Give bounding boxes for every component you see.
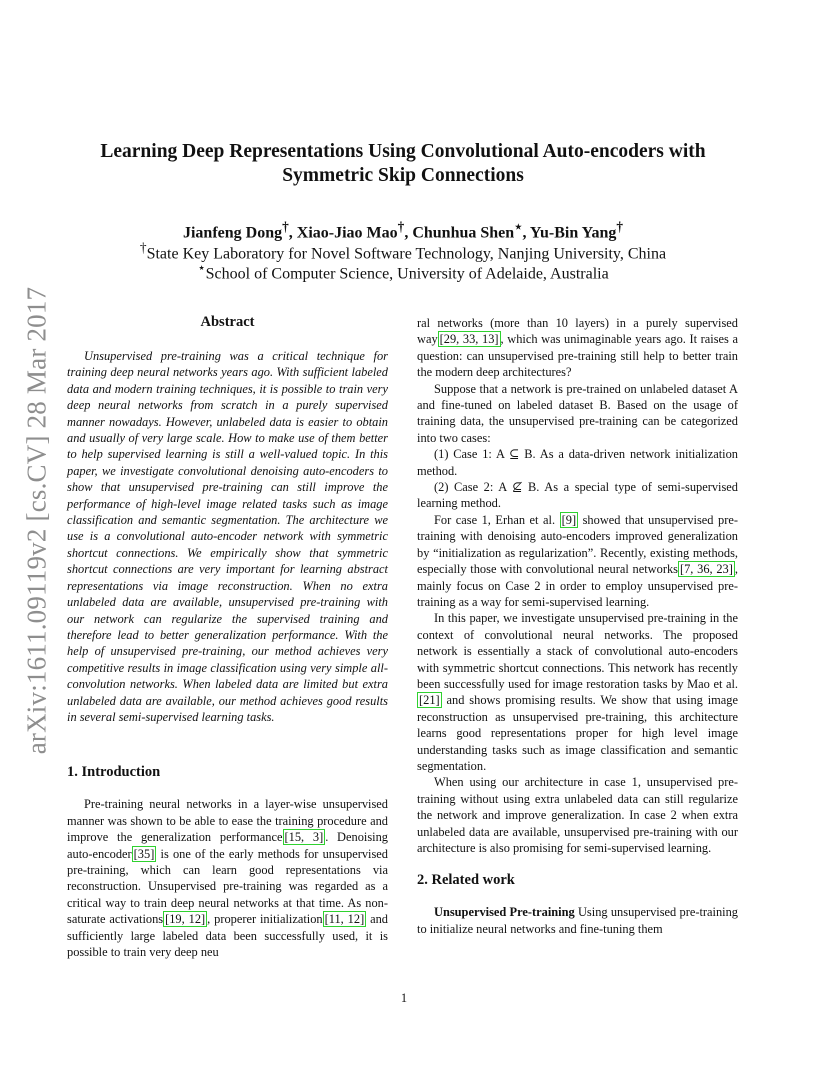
case-2-paragraph: (2) Case 2: A ⊈ B. As a special type of semi-supervised learning method. [417, 480, 738, 511]
author-mark: † [282, 219, 289, 234]
this-paper-paragraph [417, 610, 738, 774]
citation-link[interactable]: [21] [419, 693, 440, 708]
affiliation-text: School of Computer Science, University of Adelaide, Australia [205, 265, 609, 283]
affiliation-mark: ⋆ [197, 260, 206, 275]
paragraph-text: In this paper, we investigate unsupervised pre-training in the context of convolutional neural networks. The proposed network is essentially a stack of convolutional auto-encoders with symmetric shortcut connections. This network has recently been successfully used for image restoration tasks by Mao et al. [417, 611, 738, 691]
paragraph-text: For case 1, Erhan et al. [434, 512, 560, 527]
citation-link[interactable]: [9] [561, 512, 577, 527]
paragraph-text: , mainly focus on Case 2 in order to employ unsupervised pre-training as a way for semi-supervised learning. [417, 562, 738, 609]
introduction-heading: 1. Introduction [67, 764, 161, 781]
left-column [67, 312, 388, 960]
run-in-heading: Unsupervised Pre-training [434, 905, 575, 920]
related-work-heading: 2. Related work [417, 872, 515, 889]
paragraph-text: , properer initialization [207, 912, 323, 927]
paragraph-text: and sufficiently large labeled data been successfully used, it is possible to train very deep neu [67, 912, 388, 959]
arxiv-identifier-stamp [22, 283, 52, 758]
citation-link[interactable]: [15, 3] [284, 830, 324, 845]
paragraph-text: showed that unsupervised pre-training with denoising auto-encoders improved generalization by “initialization as regularization”. Recently, existing methods, especially those with convolutional neural networks [417, 512, 738, 577]
paragraph-text: is one of the early methods for unsupervised pre-training, which can learn good representations via reconstruction. Unsupervised pre-training was regarded as a critical way to train deep neural networks at that time. As non-saturate activations [67, 846, 388, 927]
affiliation-text: State Key Laboratory for Novel Software Technology, Nanjing University, China [146, 245, 667, 263]
arxiv-identifier-text: arXiv:1611.09119v2 [cs.CV] 28 Mar 2017 [21, 286, 52, 755]
introduction-paragraph [67, 796, 388, 960]
citation-link[interactable]: [19, 12] [165, 912, 206, 927]
author-mark: ⋆ [514, 219, 523, 234]
paragraph-text: . Denoising auto-encoder [67, 830, 388, 861]
citation-link[interactable]: [29, 33, 13] [439, 332, 499, 347]
paragraph-text: Using unsupervised pre-training to initialize neural networks and fine-tuning them [417, 905, 738, 936]
citation-link[interactable]: [11, 12] [324, 912, 365, 927]
citation-link[interactable]: [7, 36, 23] [679, 562, 733, 577]
title-line-2: Symmetric Skip Connections [282, 165, 524, 186]
abstract-heading: Abstract [200, 314, 255, 330]
author-mark: † [397, 219, 405, 234]
author-name: Yu-Bin Yang [529, 224, 617, 242]
paragraph-text: Pre-training neural networks in a layer-wise unsupervised manner was shown to be able to ease the training procedure and improve the generalization performance [67, 797, 388, 845]
author-separator: , [288, 224, 297, 242]
dataset-paragraph: Suppose that a network is pre-trained on unlabeled dataset A and fine-tuned on labeled dataset B. Based on the usage of training data, the unsupervised pre-training can be categorized into two cases: [417, 381, 738, 445]
abstract-text: Unsupervised pre-training was a critical technique for training deep neural networks years ago. With sufficient labeled data and modern training techniques, it is possible to train very deep neural networks from scratch in a purely supervised manner nowadays. However, unlabeled data is easier to obtain and usually of very large scale. How to make use of them better to help supervised learning is still a well-valued topic. In this paper, we investigate convolutional denoising auto-encoders to show that unsupervised pre-training can still improve the performance of high-level image related tasks such as image classification and semantic segmentation. The architecture we use is a convolutional auto-encoder network with symmetric shortcut connections. We empirically show that symmetric shortcut connections are very important for learning abstract representations via image reconstruction. When no extra unlabeled data are available, unsupervised pre-training with our network can regularize the supervised training and therefore lead to better generalization performance. With the help of unsupervised pre-training, our method achieves very competitive results in image classification using very simple all-convolution networks. When labeled data are limited but extra unlabeled data are available, our method achieves good results in several semi-supervised learning tasks. [67, 349, 388, 724]
paragraph-text: , which was unimaginable years ago. It raises a question: can unsupervised pre-training still help to better train the modern deep architectures? [417, 332, 738, 380]
paragraph-text: and shows promising results. We show that using image reconstruction as unsupervised pre-training, this architecture learns good representations proper for high level image understanding tasks such as image classification and semantic segmentation. [417, 693, 738, 773]
architecture-paragraph: When using our architecture in case 1, unsupervised pre-training without using extra unlabeled data can still regularize the network and improve generalization. In case 2 when extra unlabeled data are available, unsupervised pre-training with our architecture is also promising for semi-supervised learning. [417, 775, 738, 855]
author-name: Xiao-Jiao Mao [296, 224, 398, 242]
related-work-paragraph [417, 904, 738, 937]
author-name: Chunhua Shen [412, 224, 515, 242]
affiliation-mark: † [139, 240, 147, 255]
erhan-paragraph [417, 512, 738, 610]
author-separator: , [522, 224, 530, 242]
affiliation-adelaide [90, 258, 716, 284]
author-mark: † [616, 219, 624, 234]
author-separator: , [404, 224, 413, 242]
author-name: Jianfeng Dong [182, 224, 283, 242]
right-column [417, 315, 738, 937]
paragraph-text: ral networks (more than 10 layers) in a purely supervised way [417, 316, 738, 347]
page-number: 1 [400, 991, 408, 1005]
intro-continuation-paragraph [417, 315, 738, 381]
citation-link[interactable]: [35] [133, 846, 155, 861]
title-line-1: Learning Deep Representations Using Convolutional Auto-encoders with [100, 141, 706, 162]
case-1-paragraph: (1) Case 1: A ⊆ B. As a data-driven network initialization method. [417, 447, 738, 478]
paper-title [90, 140, 716, 188]
